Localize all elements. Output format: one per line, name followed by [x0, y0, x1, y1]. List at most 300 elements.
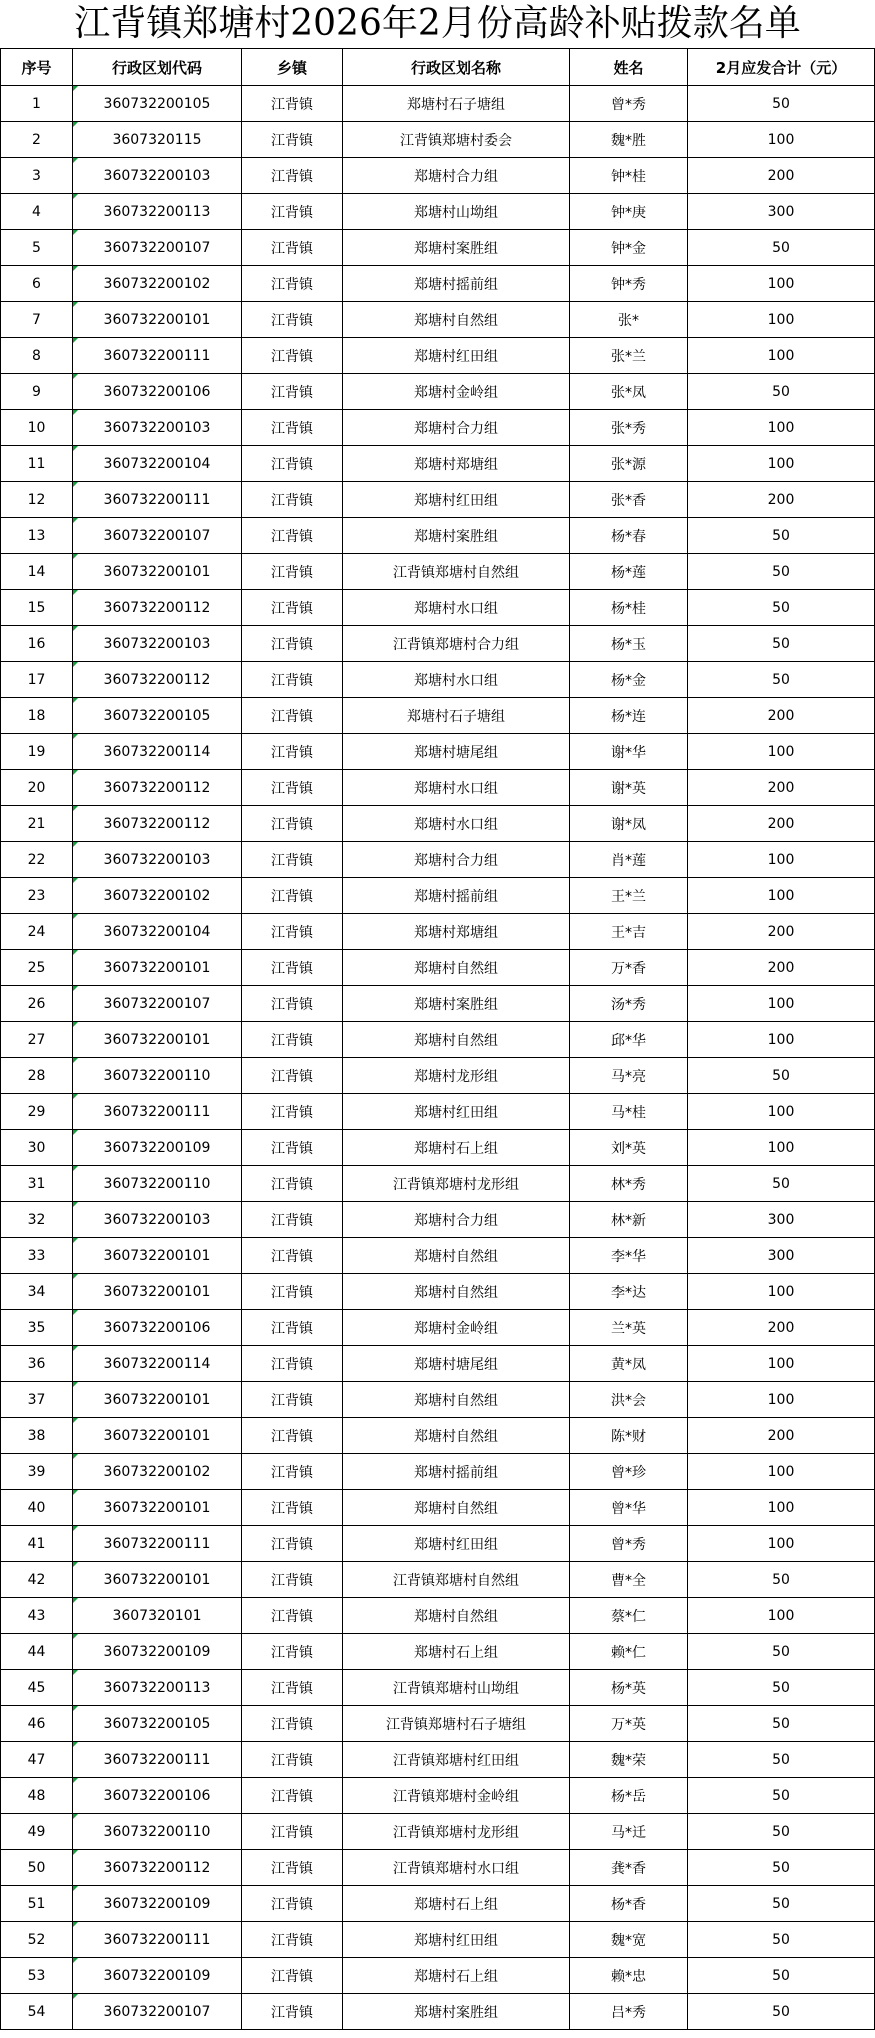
cell-region-code: 360732200114: [73, 1346, 242, 1382]
cell-region-code: 360732200111: [73, 1742, 242, 1778]
cell-index: 33: [1, 1238, 73, 1274]
cell-amount: 50: [688, 554, 875, 590]
cell-index: 39: [1, 1454, 73, 1490]
cell-region-name: 郑塘村塘尾组: [343, 1346, 570, 1382]
cell-index: 26: [1, 986, 73, 1022]
cell-township: 江背镇: [242, 1202, 343, 1238]
cell-index: 38: [1, 1418, 73, 1454]
cell-amount: 50: [688, 230, 875, 266]
cell-region-code: 360732200101: [73, 1562, 242, 1598]
cell-region-name: 江背镇郑塘村自然组: [343, 554, 570, 590]
cell-name: 邱*华: [570, 1022, 688, 1058]
cell-name: 魏*宽: [570, 1922, 688, 1958]
cell-region-code: 3607320115: [73, 122, 242, 158]
cell-region-name: 郑塘村水口组: [343, 806, 570, 842]
cell-region-name: 郑塘村红田组: [343, 1922, 570, 1958]
table-row: [1, 986, 875, 1022]
cell-township: 江背镇: [242, 1994, 343, 2030]
table-row: [1, 1670, 875, 1706]
cell-region-code: 360732200101: [73, 1490, 242, 1526]
cell-region-code: 360732200101: [73, 1418, 242, 1454]
cell-index: 17: [1, 662, 73, 698]
cell-name: 谢*英: [570, 770, 688, 806]
table-row: [1, 86, 875, 122]
cell-township: 江背镇: [242, 1814, 343, 1850]
cell-amount: 300: [688, 1238, 875, 1274]
cell-amount: 100: [688, 446, 875, 482]
cell-region-name: 郑塘村石上组: [343, 1958, 570, 1994]
cell-township: 江背镇: [242, 1454, 343, 1490]
cell-index: 27: [1, 1022, 73, 1058]
header-region-name: 行政区划名称: [343, 49, 570, 86]
cell-index: 12: [1, 482, 73, 518]
cell-region-code: 360732200112: [73, 770, 242, 806]
cell-region-name: 郑塘村红田组: [343, 1094, 570, 1130]
cell-region-code: 360732200106: [73, 1310, 242, 1346]
cell-region-code: 360732200114: [73, 734, 242, 770]
cell-region-name: 江背镇郑塘村石子塘组: [343, 1706, 570, 1742]
cell-township: 江背镇: [242, 770, 343, 806]
cell-name: 曾*秀: [570, 86, 688, 122]
cell-amount: 50: [688, 1778, 875, 1814]
cell-amount: 50: [688, 1166, 875, 1202]
cell-index: 51: [1, 1886, 73, 1922]
cell-region-name: 江背镇郑塘村龙形组: [343, 1166, 570, 1202]
cell-index: 44: [1, 1634, 73, 1670]
cell-region-code: 360732200101: [73, 1274, 242, 1310]
cell-region-code: 360732200102: [73, 878, 242, 914]
table-row: [1, 1058, 875, 1094]
cell-region-name: 江背镇郑塘村自然组: [343, 1562, 570, 1598]
cell-name: 赖*忠: [570, 1958, 688, 1994]
table-row: [1, 518, 875, 554]
cell-name: 张*兰: [570, 338, 688, 374]
cell-township: 江背镇: [242, 266, 343, 302]
cell-region-name: 郑塘村郑塘组: [343, 914, 570, 950]
cell-index: 53: [1, 1958, 73, 1994]
cell-index: 15: [1, 590, 73, 626]
cell-township: 江背镇: [242, 1958, 343, 1994]
cell-amount: 50: [688, 518, 875, 554]
table-row: [1, 122, 875, 158]
cell-township: 江背镇: [242, 914, 343, 950]
header-index: 序号: [1, 49, 73, 86]
subsidy-table: [0, 48, 875, 2030]
cell-township: 江背镇: [242, 1382, 343, 1418]
cell-region-name: 郑塘村红田组: [343, 338, 570, 374]
cell-amount: 50: [688, 1850, 875, 1886]
cell-region-code: 360732200103: [73, 158, 242, 194]
table-row: [1, 1418, 875, 1454]
cell-amount: 50: [688, 626, 875, 662]
header-region-code: 行政区划代码: [73, 49, 242, 86]
cell-township: 江背镇: [242, 194, 343, 230]
cell-amount: 50: [688, 1670, 875, 1706]
cell-region-name: 郑塘村摇前组: [343, 878, 570, 914]
cell-name: 林*秀: [570, 1166, 688, 1202]
cell-index: 2: [1, 122, 73, 158]
cell-region-code: 360732200105: [73, 86, 242, 122]
cell-index: 3: [1, 158, 73, 194]
cell-township: 江背镇: [242, 806, 343, 842]
cell-name: 钟*秀: [570, 266, 688, 302]
cell-region-name: 郑塘村石上组: [343, 1130, 570, 1166]
table-row: [1, 230, 875, 266]
cell-amount: 50: [688, 662, 875, 698]
cell-township: 江背镇: [242, 1634, 343, 1670]
table-row: [1, 338, 875, 374]
cell-index: 42: [1, 1562, 73, 1598]
cell-name: 蔡*仁: [570, 1598, 688, 1634]
cell-region-name: 郑塘村石上组: [343, 1886, 570, 1922]
cell-index: 28: [1, 1058, 73, 1094]
cell-amount: 50: [688, 1562, 875, 1598]
cell-region-code: 360732200107: [73, 518, 242, 554]
cell-amount: 50: [688, 1742, 875, 1778]
cell-index: 22: [1, 842, 73, 878]
cell-township: 江背镇: [242, 410, 343, 446]
cell-amount: 100: [688, 266, 875, 302]
cell-township: 江背镇: [242, 626, 343, 662]
cell-region-code: 360732200105: [73, 1706, 242, 1742]
cell-region-code: 360732200113: [73, 194, 242, 230]
cell-name: 赖*仁: [570, 1634, 688, 1670]
cell-amount: 100: [688, 1346, 875, 1382]
cell-amount: 50: [688, 86, 875, 122]
cell-name: 马*亮: [570, 1058, 688, 1094]
cell-index: 32: [1, 1202, 73, 1238]
table-row: [1, 1202, 875, 1238]
cell-name: 林*新: [570, 1202, 688, 1238]
table-row: [1, 1346, 875, 1382]
cell-index: 36: [1, 1346, 73, 1382]
cell-township: 江背镇: [242, 950, 343, 986]
table-row: [1, 1634, 875, 1670]
table-row: [1, 302, 875, 338]
cell-township: 江背镇: [242, 122, 343, 158]
cell-name: 张*源: [570, 446, 688, 482]
cell-region-name: 郑塘村合力组: [343, 158, 570, 194]
cell-amount: 100: [688, 302, 875, 338]
cell-amount: 100: [688, 1022, 875, 1058]
cell-amount: 100: [688, 1094, 875, 1130]
cell-amount: 100: [688, 122, 875, 158]
cell-region-code: 360732200101: [73, 302, 242, 338]
cell-amount: 200: [688, 482, 875, 518]
cell-index: 49: [1, 1814, 73, 1850]
table-row: [1, 1310, 875, 1346]
cell-township: 江背镇: [242, 1526, 343, 1562]
cell-name: 杨*春: [570, 518, 688, 554]
cell-name: 王*吉: [570, 914, 688, 950]
cell-township: 江背镇: [242, 1598, 343, 1634]
cell-region-name: 江背镇郑塘村龙形组: [343, 1814, 570, 1850]
cell-township: 江背镇: [242, 842, 343, 878]
cell-region-code: 360732200111: [73, 1094, 242, 1130]
cell-region-code: 360732200111: [73, 1526, 242, 1562]
cell-amount: 50: [688, 1886, 875, 1922]
cell-region-code: 360732200107: [73, 230, 242, 266]
cell-region-code: 360732200112: [73, 806, 242, 842]
cell-region-name: 郑塘村水口组: [343, 770, 570, 806]
cell-region-code: 360732200101: [73, 1238, 242, 1274]
cell-region-name: 郑塘村自然组: [343, 1274, 570, 1310]
table-row: [1, 1490, 875, 1526]
cell-region-code: 360732200103: [73, 842, 242, 878]
cell-amount: 200: [688, 158, 875, 194]
cell-township: 江背镇: [242, 1310, 343, 1346]
table-row: [1, 446, 875, 482]
cell-township: 江背镇: [242, 554, 343, 590]
page-title: 江背镇郑塘村2026年2月份高龄补贴拨款名单: [74, 3, 801, 44]
table-row: [1, 1022, 875, 1058]
cell-index: 37: [1, 1382, 73, 1418]
cell-amount: 50: [688, 1058, 875, 1094]
table-row: [1, 194, 875, 230]
header-amount: 2月应发合计（元）: [688, 49, 875, 86]
cell-name: 钟*金: [570, 230, 688, 266]
cell-name: 杨*香: [570, 1886, 688, 1922]
cell-name: 刘*英: [570, 1130, 688, 1166]
cell-region-name: 郑塘村红田组: [343, 482, 570, 518]
cell-region-code: 360732200101: [73, 554, 242, 590]
table-row: [1, 1598, 875, 1634]
cell-name: 肖*莲: [570, 842, 688, 878]
cell-township: 江背镇: [242, 1850, 343, 1886]
cell-amount: 200: [688, 1418, 875, 1454]
cell-index: 9: [1, 374, 73, 410]
table-row: [1, 1562, 875, 1598]
cell-region-code: 360732200107: [73, 986, 242, 1022]
cell-region-name: 郑塘村合力组: [343, 1202, 570, 1238]
cell-name: 王*兰: [570, 878, 688, 914]
cell-region-name: 郑塘村自然组: [343, 1022, 570, 1058]
cell-amount: 200: [688, 914, 875, 950]
cell-region-name: 郑塘村山坳组: [343, 194, 570, 230]
table-row: [1, 1814, 875, 1850]
cell-township: 江背镇: [242, 1130, 343, 1166]
table-row: [1, 1130, 875, 1166]
cell-region-code: 360732200101: [73, 1382, 242, 1418]
cell-township: 江背镇: [242, 518, 343, 554]
cell-region-name: 郑塘村案胜组: [343, 230, 570, 266]
table-row: [1, 1094, 875, 1130]
cell-region-code: 360732200106: [73, 1778, 242, 1814]
cell-index: 18: [1, 698, 73, 734]
cell-region-code: 360732200102: [73, 1454, 242, 1490]
cell-township: 江背镇: [242, 1562, 343, 1598]
cell-index: 13: [1, 518, 73, 554]
table-row: [1, 770, 875, 806]
cell-index: 46: [1, 1706, 73, 1742]
cell-index: 20: [1, 770, 73, 806]
cell-name: 龚*香: [570, 1850, 688, 1886]
table-row: [1, 482, 875, 518]
table-row: [1, 698, 875, 734]
cell-township: 江背镇: [242, 1418, 343, 1454]
cell-township: 江背镇: [242, 338, 343, 374]
cell-amount: 100: [688, 410, 875, 446]
table-row: [1, 662, 875, 698]
cell-region-code: 360732200112: [73, 662, 242, 698]
cell-index: 19: [1, 734, 73, 770]
cell-index: 45: [1, 1670, 73, 1706]
cell-township: 江背镇: [242, 446, 343, 482]
cell-name: 李*达: [570, 1274, 688, 1310]
header-name: 姓名: [570, 49, 688, 86]
cell-amount: 200: [688, 806, 875, 842]
cell-name: 万*英: [570, 1706, 688, 1742]
cell-region-code: 360732200102: [73, 266, 242, 302]
table-row: [1, 554, 875, 590]
cell-region-code: 360732200103: [73, 626, 242, 662]
cell-township: 江背镇: [242, 1022, 343, 1058]
cell-region-name: 江背镇郑塘村水口组: [343, 1850, 570, 1886]
cell-region-code: 360732200109: [73, 1958, 242, 1994]
cell-amount: 50: [688, 1706, 875, 1742]
cell-region-name: 郑塘村自然组: [343, 1418, 570, 1454]
cell-region-name: 郑塘村石子塘组: [343, 86, 570, 122]
cell-amount: 50: [688, 1814, 875, 1850]
cell-name: 魏*胜: [570, 122, 688, 158]
cell-name: 马*迁: [570, 1814, 688, 1850]
table-row: [1, 1958, 875, 1994]
table-row: [1, 1850, 875, 1886]
cell-index: 41: [1, 1526, 73, 1562]
cell-index: 14: [1, 554, 73, 590]
header-township: 乡镇: [242, 49, 343, 86]
cell-region-code: 360732200113: [73, 1670, 242, 1706]
cell-name: 杨*金: [570, 662, 688, 698]
cell-township: 江背镇: [242, 1778, 343, 1814]
cell-name: 杨*英: [570, 1670, 688, 1706]
cell-name: 杨*桂: [570, 590, 688, 626]
cell-amount: 50: [688, 1922, 875, 1958]
cell-region-name: 江背镇郑塘村红田组: [343, 1742, 570, 1778]
cell-index: 6: [1, 266, 73, 302]
cell-township: 江背镇: [242, 1058, 343, 1094]
cell-name: 魏*荣: [570, 1742, 688, 1778]
cell-township: 江背镇: [242, 230, 343, 266]
table-row: [1, 266, 875, 302]
cell-amount: 100: [688, 1526, 875, 1562]
cell-index: 23: [1, 878, 73, 914]
cell-region-name: 郑塘村水口组: [343, 662, 570, 698]
cell-name: 谢*凤: [570, 806, 688, 842]
cell-region-code: 360732200110: [73, 1166, 242, 1202]
cell-region-code: 360732200101: [73, 950, 242, 986]
cell-region-name: 郑塘村自然组: [343, 1490, 570, 1526]
cell-name: 钟*桂: [570, 158, 688, 194]
table-row: [1, 806, 875, 842]
cell-amount: 100: [688, 1382, 875, 1418]
cell-amount: 50: [688, 590, 875, 626]
cell-township: 江背镇: [242, 1274, 343, 1310]
cell-name: 汤*秀: [570, 986, 688, 1022]
cell-region-name: 郑塘村石上组: [343, 1634, 570, 1670]
cell-amount: 100: [688, 878, 875, 914]
cell-name: 曾*华: [570, 1490, 688, 1526]
cell-township: 江背镇: [242, 986, 343, 1022]
cell-name: 吕*秀: [570, 1994, 688, 2030]
table-row: [1, 1274, 875, 1310]
cell-region-code: 360732200110: [73, 1814, 242, 1850]
table-row: [1, 410, 875, 446]
cell-region-code: 360732200111: [73, 482, 242, 518]
cell-name: 黄*凤: [570, 1346, 688, 1382]
table-body: [1, 86, 875, 2030]
table-row: [1, 1886, 875, 1922]
cell-township: 江背镇: [242, 1094, 343, 1130]
cell-region-name: 郑塘村郑塘组: [343, 446, 570, 482]
cell-township: 江背镇: [242, 86, 343, 122]
cell-region-code: 360732200109: [73, 1634, 242, 1670]
cell-amount: 100: [688, 338, 875, 374]
cell-index: 52: [1, 1922, 73, 1958]
cell-township: 江背镇: [242, 1706, 343, 1742]
cell-region-name: 江背镇郑塘村委会: [343, 122, 570, 158]
cell-township: 江背镇: [242, 1742, 343, 1778]
cell-region-code: 360732200112: [73, 1850, 242, 1886]
cell-region-code: 360732200104: [73, 446, 242, 482]
cell-region-name: 郑塘村摇前组: [343, 266, 570, 302]
cell-region-code: 360732200106: [73, 374, 242, 410]
cell-region-name: 郑塘村金岭组: [343, 374, 570, 410]
cell-index: 24: [1, 914, 73, 950]
cell-name: 杨*岳: [570, 1778, 688, 1814]
cell-name: 张*: [570, 302, 688, 338]
cell-township: 江背镇: [242, 1886, 343, 1922]
table-row: [1, 1994, 875, 2030]
cell-index: 50: [1, 1850, 73, 1886]
cell-amount: 50: [688, 1994, 875, 2030]
cell-name: 谢*华: [570, 734, 688, 770]
cell-index: 47: [1, 1742, 73, 1778]
cell-index: 8: [1, 338, 73, 374]
cell-region-name: 郑塘村石子塘组: [343, 698, 570, 734]
table-row: [1, 842, 875, 878]
cell-index: 1: [1, 86, 73, 122]
cell-index: 7: [1, 302, 73, 338]
cell-amount: 300: [688, 194, 875, 230]
cell-region-name: 郑塘村金岭组: [343, 1310, 570, 1346]
cell-township: 江背镇: [242, 1670, 343, 1706]
cell-region-code: 360732200103: [73, 1202, 242, 1238]
cell-amount: 100: [688, 986, 875, 1022]
table-row: [1, 158, 875, 194]
table-row: [1, 950, 875, 986]
cell-amount: 200: [688, 950, 875, 986]
cell-region-name: 郑塘村案胜组: [343, 518, 570, 554]
cell-amount: 200: [688, 698, 875, 734]
table-row: [1, 1166, 875, 1202]
cell-index: 34: [1, 1274, 73, 1310]
cell-name: 钟*庚: [570, 194, 688, 230]
cell-index: 30: [1, 1130, 73, 1166]
cell-township: 江背镇: [242, 1490, 343, 1526]
cell-name: 洪*会: [570, 1382, 688, 1418]
cell-region-code: 360732200105: [73, 698, 242, 734]
cell-township: 江背镇: [242, 734, 343, 770]
cell-region-name: 郑塘村案胜组: [343, 1994, 570, 2030]
cell-region-code: 360732200109: [73, 1130, 242, 1166]
cell-name: 曾*珍: [570, 1454, 688, 1490]
cell-region-code: 360732200111: [73, 1922, 242, 1958]
cell-region-name: 郑塘村龙形组: [343, 1058, 570, 1094]
cell-name: 杨*玉: [570, 626, 688, 662]
cell-region-name: 郑塘村自然组: [343, 1598, 570, 1634]
cell-name: 兰*英: [570, 1310, 688, 1346]
